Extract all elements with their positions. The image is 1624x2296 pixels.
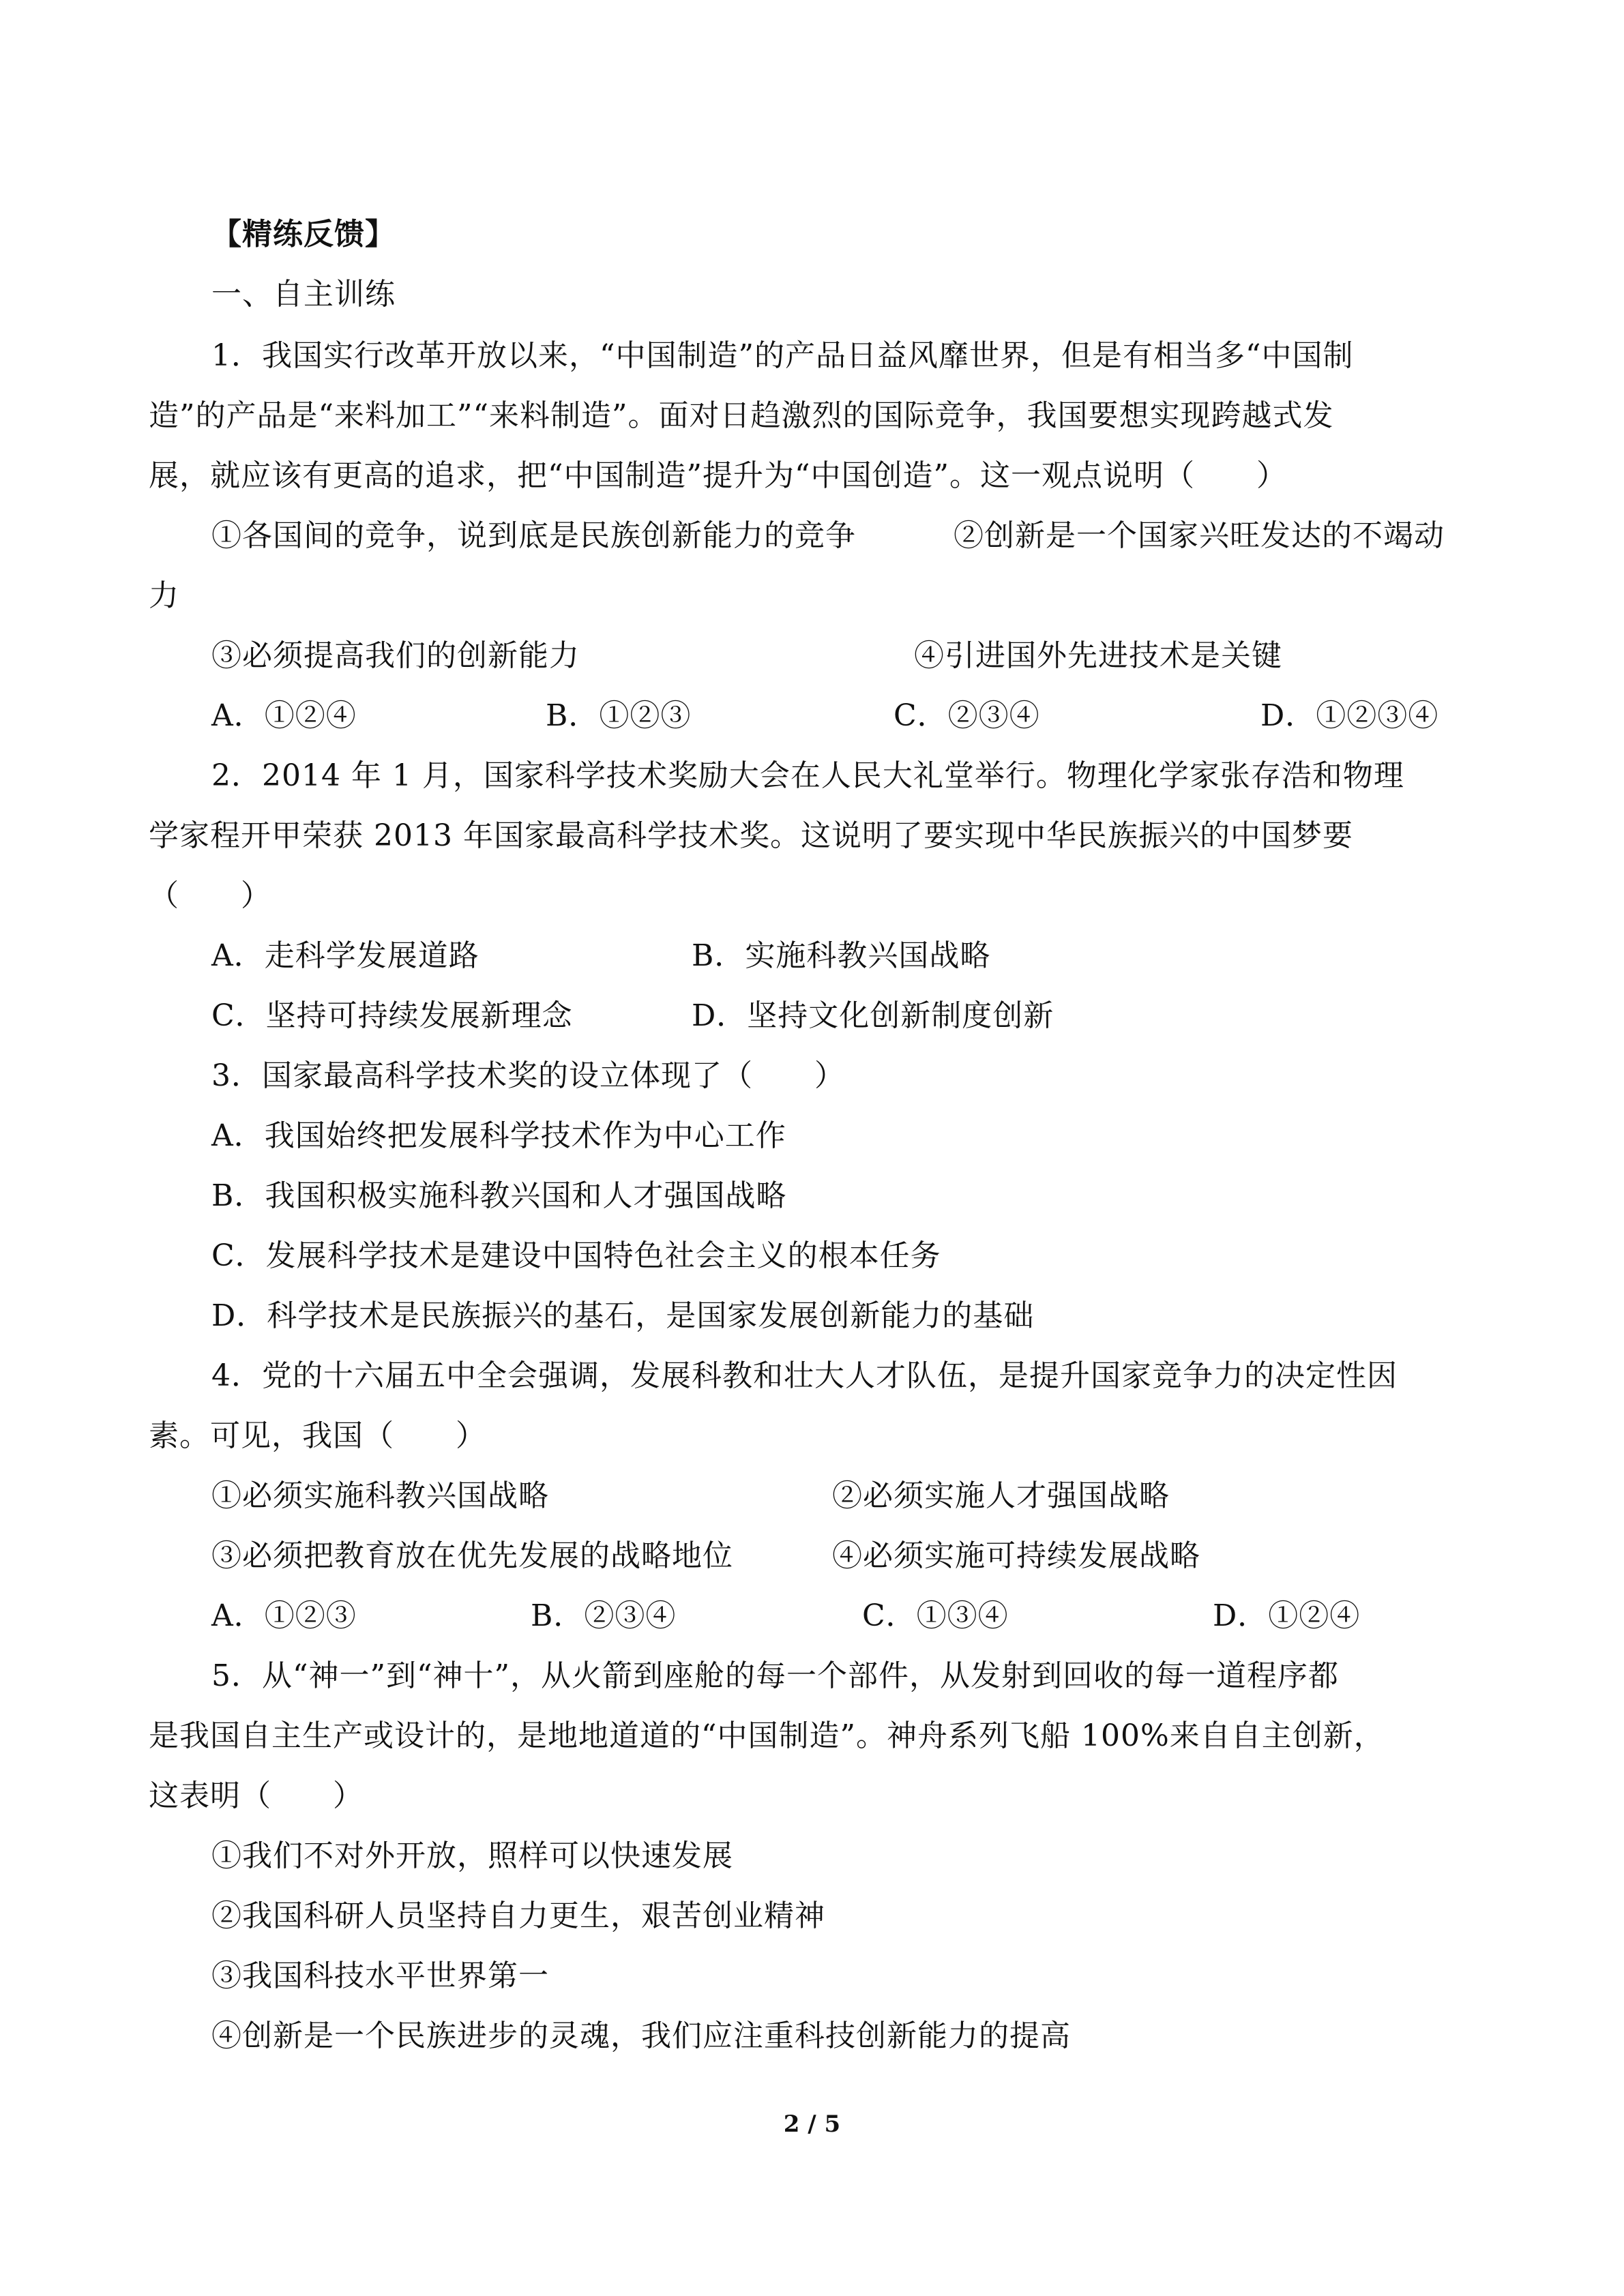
q3-option-c: C．发展科学技术是建设中国特色社会主义的根本任务 [211, 1238, 941, 1273]
q2-stem-line-3: （ ） [149, 878, 271, 913]
q2-option-d: D．坚持文化创新制度创新 [692, 998, 1054, 1033]
q4-item-1: ①必须实施科教兴国战略 [211, 1478, 549, 1513]
q4-item-3: ③必须把教育放在优先发展的战略地位 [211, 1538, 733, 1573]
q1-item-2: ②创新是一个国家兴旺发达的不竭动 [954, 518, 1445, 553]
q4-option-d: D．①②④ [1213, 1598, 1361, 1633]
q1-item-2-cont: 力 [149, 578, 179, 613]
q5-item-1: ①我们不对外开放，照样可以快速发展 [211, 1838, 733, 1873]
q5-item-3: ③我国科技水平世界第一 [211, 1958, 549, 1993]
q4-option-b: B．②③④ [531, 1598, 677, 1633]
q3-option-b: B．我国积极实施科教兴国和人才强国战略 [211, 1178, 787, 1213]
q1-option-d: D．①②③④ [1260, 698, 1439, 733]
q3-stem: 3．国家最高科学技术奖的设立体现了（ ） [211, 1058, 845, 1093]
q3-option-a: A．我国始终把发展科学技术作为中心工作 [211, 1118, 786, 1153]
page-number: 2 / 5 [783, 2111, 841, 2138]
q2-option-a: A．走科学发展道路 [211, 938, 479, 973]
q1-stem-line-1: 1．我国实行改革开放以来，“中国制造”的产品日益风靡世界，但是有相当多“中国制 [211, 338, 1354, 373]
q1-stem-line-3: 展，就应该有更高的追求，把“中国制造”提升为“中国创造”。这一观点说明（ ） [149, 458, 1287, 493]
q5-stem-line-2: 是我国自主生产或设计的，是地地道道的“中国制造”。神舟系列飞船 100%来自自主创新， [149, 1718, 1385, 1753]
q4-stem-line-2: 素。可见，我国（ ） [149, 1418, 486, 1453]
q1-option-b: B．①②③ [546, 698, 692, 733]
q5-stem-line-1: 5．从“神一”到“神十”，从火箭到座舱的每一个部件，从发射到回收的每一道程序都 [211, 1658, 1339, 1693]
q3-option-d: D．科学技术是民族振兴的基石，是国家发展创新能力的基础 [211, 1298, 1035, 1333]
q2-option-b: B．实施科教兴国战略 [692, 938, 991, 973]
q1-option-c: C．②③④ [894, 698, 1040, 733]
q4-item-2: ②必须实施人才强国战略 [832, 1478, 1170, 1513]
q4-item-4: ④必须实施可持续发展战略 [832, 1538, 1200, 1573]
q5-item-2: ②我国科研人员坚持自力更生，艰苦创业精神 [211, 1898, 825, 1933]
subsection-title: 一、自主训练 [211, 277, 396, 312]
q1-item-4: ④引进国外先进技术是关键 [914, 638, 1282, 673]
q2-option-c: C．坚持可持续发展新理念 [211, 998, 573, 1033]
q1-item-1: ①各国间的竞争，说到底是民族创新能力的竞争 [211, 518, 856, 553]
q4-option-c: C．①③④ [862, 1598, 1009, 1633]
q4-option-a: A．①②③ [211, 1598, 357, 1633]
q5-item-4: ④创新是一个民族进步的灵魂，我们应注重科技创新能力的提高 [211, 2018, 1071, 2053]
section-title: 【精练反馈】 [211, 217, 396, 252]
q5-stem-line-3: 这表明（ ） [149, 1778, 364, 1813]
q2-stem-line-2: 学家程开甲荣获 2013 年国家最高科学技术奖。这说明了要实现中华民族振兴的中国梦要 [149, 818, 1353, 853]
q2-stem-line-1: 2．2014 年 1 月，国家科学技术奖励大会在人民大礼堂举行。物理化学家张存浩和物理 [211, 758, 1404, 793]
q1-stem-line-2: 造”的产品是“来料加工”“来料制造”。面对日趋激烈的国际竞争，我国要想实现跨越式发 [149, 398, 1334, 433]
q4-stem-line-1: 4．党的十六届五中全会强调，发展科教和壮大人才队伍，是提升国家竞争力的决定性因 [211, 1358, 1398, 1393]
q1-item-3: ③必须提高我们的创新能力 [211, 638, 580, 673]
q1-option-a: A．①②④ [211, 698, 357, 733]
